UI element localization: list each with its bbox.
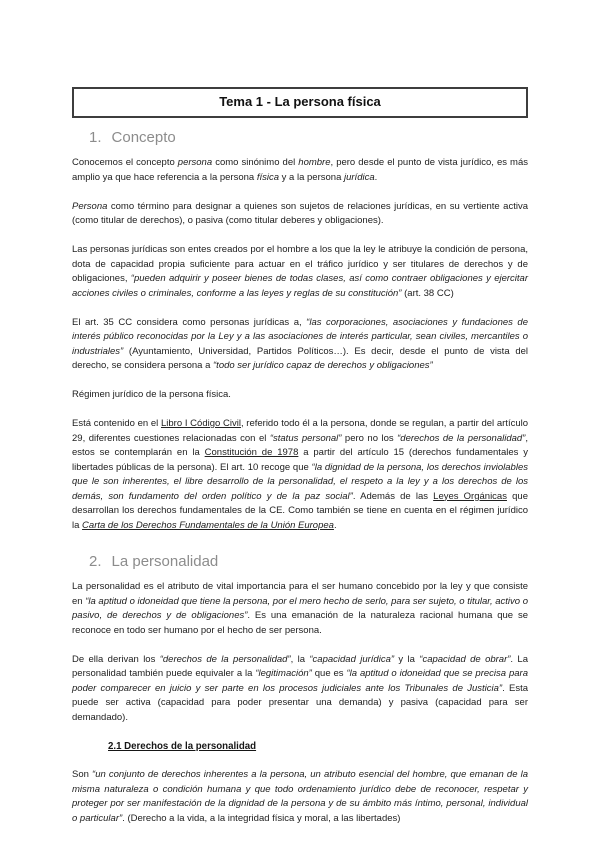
section-heading — [89, 128, 528, 147]
text-run: pero no los — [341, 432, 398, 444]
text-run: Está contenido en el — [72, 418, 161, 429]
italic-quote: “derechos de la personalidad” — [397, 432, 526, 444]
italic-quote: física — [256, 171, 280, 183]
text-run: que desarrollan los derechos fundamentales de la CE. Como también se tiene en cuenta en el régimen jurídico la — [72, 490, 528, 531]
text-run: Conocemos el concepto — [72, 157, 178, 168]
italic-quote: hombre — [298, 157, 331, 168]
section-number: 2. — [89, 553, 102, 570]
italic-quote: “la dignidad de la persona, los derechos inviolables que le son inherentes, el libre desarrollo de la personalidad, el respeto a la ley y a los derechos de los demás, son fundamento del orden político y de la paz social” — [72, 461, 528, 502]
text-run: Son — [72, 769, 93, 780]
text-run: , la — [290, 653, 310, 665]
italic-quote: “las corporaciones, asociaciones y fundaciones de interés público reconocidas por la Ley y a las asociaciones de interés particular, sean civiles, mercantiles o industriales” — [72, 316, 528, 357]
text-run: , estos se contemplarán en la — [72, 432, 528, 458]
section-title: Concepto — [111, 129, 176, 146]
text-run: . — [374, 171, 378, 183]
italic-quote: “la aptitud o idoneidad que tiene la persona, por el mero hecho de serlo, para ser sujeto, o titular, activo o pasivo, de derechos y de obligaciones” — [72, 595, 528, 621]
text-run: (art. 38 CC) — [401, 287, 454, 299]
paragraph — [72, 388, 528, 403]
italic-quote: “derechos de la personalidad” — [159, 653, 291, 665]
text-run: , referido todo él a la persona, donde se regulan, a partir del artículo 29, diferentes cuestiones relacionadas con el — [72, 418, 529, 444]
underlined-reference: Constitución de 1978 — [204, 447, 299, 458]
text-run: . — [333, 519, 337, 531]
paragraph — [72, 243, 528, 301]
text-run: De ella derivan los — [72, 653, 160, 665]
italic-quote: “capacidad de obrar” — [419, 653, 511, 665]
text-run: . Esta puede ser activa (capacidad para poder presentar una demanda) y pasiva (capacidad para ser demandado). — [72, 682, 528, 723]
italic-quote: “status personal” — [269, 432, 342, 444]
document-title-box — [72, 87, 528, 118]
italic-quote: “la aptitud o idoneidad que se precisa para poder comparecer en juicio y ser parte en los procesos judiciales ante los Tribunales de Justicia” — [72, 668, 528, 694]
italic-quote: “pueden adquirir y poseer bienes de todas clases, así como contraer obligaciones y ejercitar acciones civiles o criminales, conforme a las leyes y reglas de su constitución” — [72, 273, 528, 299]
paragraph — [72, 768, 528, 826]
underlined-italic-reference: Carta de los Derechos Fundamentales de la Unión Europea — [82, 519, 334, 531]
text-run: como sinónimo del — [212, 157, 299, 168]
italic-quote: “todo ser jurídico capaz de derechos y obligaciones” — [213, 360, 433, 371]
paragraph — [72, 156, 528, 185]
text-run: . Además de las — [352, 490, 434, 502]
text-run: . (Derecho a la vida, a la integridad física y moral, a las libertades) — [122, 812, 401, 824]
text-run: La personalidad es el atributo de vital importancia para el ser humano concebido por la ley y que consiste en — [72, 581, 528, 607]
italic-quote: “un conjunto de derechos inherentes a la persona, un atributo esencial del hombre, que emanan de la misma naturaleza o condición humana y que todo ordenamiento jurídico debe de reconocer, respetar y proteger por ser manifestación de la dignidad de la persona y de su ámbito más íntimo, personal, individual o particular” — [72, 769, 528, 824]
text-run: . La personalidad también puede equivaler a la — [72, 653, 528, 679]
text-run: y la — [394, 653, 420, 665]
text-run: Régimen jurídico de la persona física. — [72, 389, 231, 400]
paragraph — [72, 316, 528, 374]
italic-quote: persona — [177, 157, 213, 168]
paragraph — [72, 200, 528, 229]
italic-quote: “legitimación” — [255, 668, 312, 679]
text-run: (Ayuntamiento, Universidad, Partidos Políticos…). Es decir, desde el punto de vista del derecho, se considera persona a — [72, 345, 528, 371]
document-title: Tema 1 - La persona física — [219, 94, 381, 109]
underlined-reference: Leyes Orgánicas — [433, 490, 507, 502]
section-heading — [89, 552, 528, 571]
text-run: que es — [311, 668, 347, 679]
italic-quote: jurídica — [344, 171, 375, 183]
paragraph — [72, 417, 528, 533]
text-run: El art. 35 CC considera como personas jurídicas a, — [72, 316, 307, 328]
paragraph — [72, 653, 528, 726]
document-body — [72, 128, 528, 826]
text-run: y a la persona — [279, 171, 344, 183]
text-run: a partir del artículo 15 (derechos fundamentales y libertades públicas de la persona). El art. 10 recoge que — [72, 447, 528, 473]
section-number: 1. — [89, 129, 102, 146]
italic-quote: Persona — [72, 200, 108, 212]
text-run: . Es una emanación de la naturaleza racional humana que se reconoce en todo ser humano por el hecho de ser persona. — [72, 610, 528, 636]
text-run: , pero desde el punto de vista jurídico, es más amplio ya que hace referencia a la persona — [72, 157, 529, 183]
text-run: Las personas jurídicas son entes creados por el hombre a los que la ley le atribuye la condición de persona, dota de capacidad propia suficiente para actuar en el tráfico jurídico y ser titulares de derechos y de obligaciones, — [72, 244, 528, 284]
italic-quote: “capacidad jurídica” — [309, 653, 395, 665]
underlined-reference: Libro I Código Civil — [161, 418, 241, 429]
text-run: como término para designar a quienes son sujetos de relaciones jurídicas, en su vertiente activa (como titular de derechos), o pasiva (como titular deberes y obligaciones). — [72, 200, 528, 226]
paragraph — [72, 580, 528, 638]
subsection-heading: 2.1 Derechos de la personalidad — [108, 740, 257, 752]
section-title: La personalidad — [111, 553, 219, 570]
